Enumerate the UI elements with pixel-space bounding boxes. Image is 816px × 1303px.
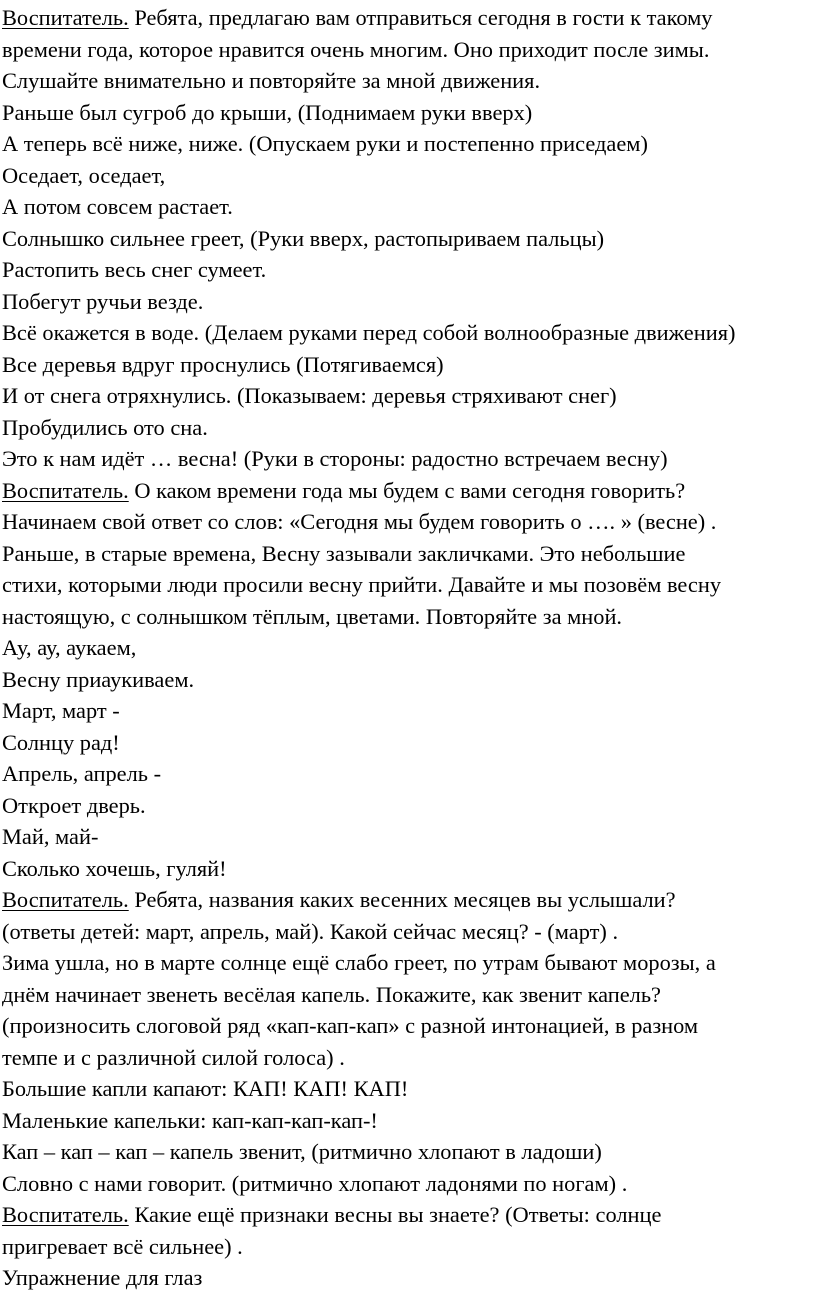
text-line: времени года, которое нравится очень многим. Оно приходит после зимы. [2,36,710,62]
speaker-label: Воспитатель. [2,5,129,30]
text-line: Сколько хочешь, гуляй! [2,855,227,881]
text-line: А теперь всё ниже, ниже. (Опускаем руки и постепенно приседаем) [2,131,648,156]
text-line: пригревает всё сильнее) . [2,1233,243,1259]
text-line: Солнцу рад! [2,729,120,755]
text-line: настоящую, с солнышком тёплым, цветами. Повторяйте за мной. [2,603,623,629]
text-line: Солнышко сильнее греет, (Руки вверх, растопыриваем пальцы) [2,225,605,251]
text-line [2,1199,816,1231]
text-line: Оседает, оседает, [2,162,166,188]
text-line: (произносить слоговой ряд «кап-кап-кап» с разной интонацией, в разном [2,1013,699,1038]
text-line: Упражнение для глаз [2,1265,203,1290]
text-line: темпе и с различной силой голоса) . [2,1044,345,1070]
text-line: Откроет дверь. [2,792,146,818]
speaker-label: Воспитатель. [2,1202,129,1227]
text-line: Это к нам идёт … весна! (Руки в стороны: радостно встречаем весну) [2,446,668,471]
text-line: Все деревья вдруг проснулись (Потягиваемся) [2,351,444,377]
text-line: Начинаем свой ответ со слов: «Сегодня мы будем говорить о …. » (весне) . [2,509,717,534]
text-line: И от снега отряхнулись. (Показываем: деревья стряхивают снег) [2,383,617,408]
text-line: Ау, ау, аукаем, [2,635,137,660]
text-line: Всё окажется в воде. (Делаем руками перед собой волнообразные движения) [2,320,736,345]
text-line: Маленькие капельки: кап-кап-кап-кап-! [2,1107,378,1133]
speaker-label: Воспитатель. [2,477,129,503]
text-line: Раньше был сугроб до крыши, (Поднимаем руки вверх) [2,99,533,125]
text-line: Пробудились ото сна. [2,414,208,440]
text-line [2,2,816,34]
text-line [2,884,816,916]
text-line: Слушайте внимательно и повторяйте за мной движения. [2,68,541,93]
line-text: О каком времени года мы будем с вами сегодня говорить? [128,477,686,503]
text-line: Весну приаукиваем. [2,666,195,692]
text-line: Раньше, в старые времена, Весну зазывали закличками. Это небольшие [2,540,686,566]
text-line: Апрель, апрель - [2,761,162,786]
line-text: Какие ещё признаки весны вы знаете? (Ответы: солнце [128,1202,662,1227]
text-line: Май, май- [2,824,99,849]
text-line: (ответы детей: март, апрель, май). Какой сейчас месяц? - (март) . [2,918,619,944]
text-line: Растопить весь снег сумеет. [2,257,267,282]
text-line: стихи, которыми люди просили весну прийти. Давайте и мы позовём весну [2,572,722,597]
text-line: Побегут ручьи везде. [2,288,204,314]
text-line: Зима ушла, но в марте солнце ещё слабо греет, по утрам бывают морозы, а [2,950,716,975]
text-line: Март, март - [2,698,120,723]
line-text: Ребята, названия каких весенних месяцев вы услышали? [128,887,676,912]
speaker-label: Воспитатель. [2,887,129,912]
text-line [2,475,816,507]
text-line: А потом совсем растает. [2,194,233,219]
text-line: Кап – кап – кап – капель звенит, (ритмично хлопают в ладоши) [2,1139,602,1164]
line-text: Ребята, предлагаю вам отправиться сегодня в гости к такому [128,5,713,30]
text-line: Словно с нами говорит. (ритмично хлопают ладонями по ногам) . [2,1170,628,1196]
text-line: днём начинает звенеть весёлая капель. Покажите, как звенит капель? [2,981,661,1007]
text-line: Большие капли капают: КАП! КАП! КАП! [2,1076,409,1101]
